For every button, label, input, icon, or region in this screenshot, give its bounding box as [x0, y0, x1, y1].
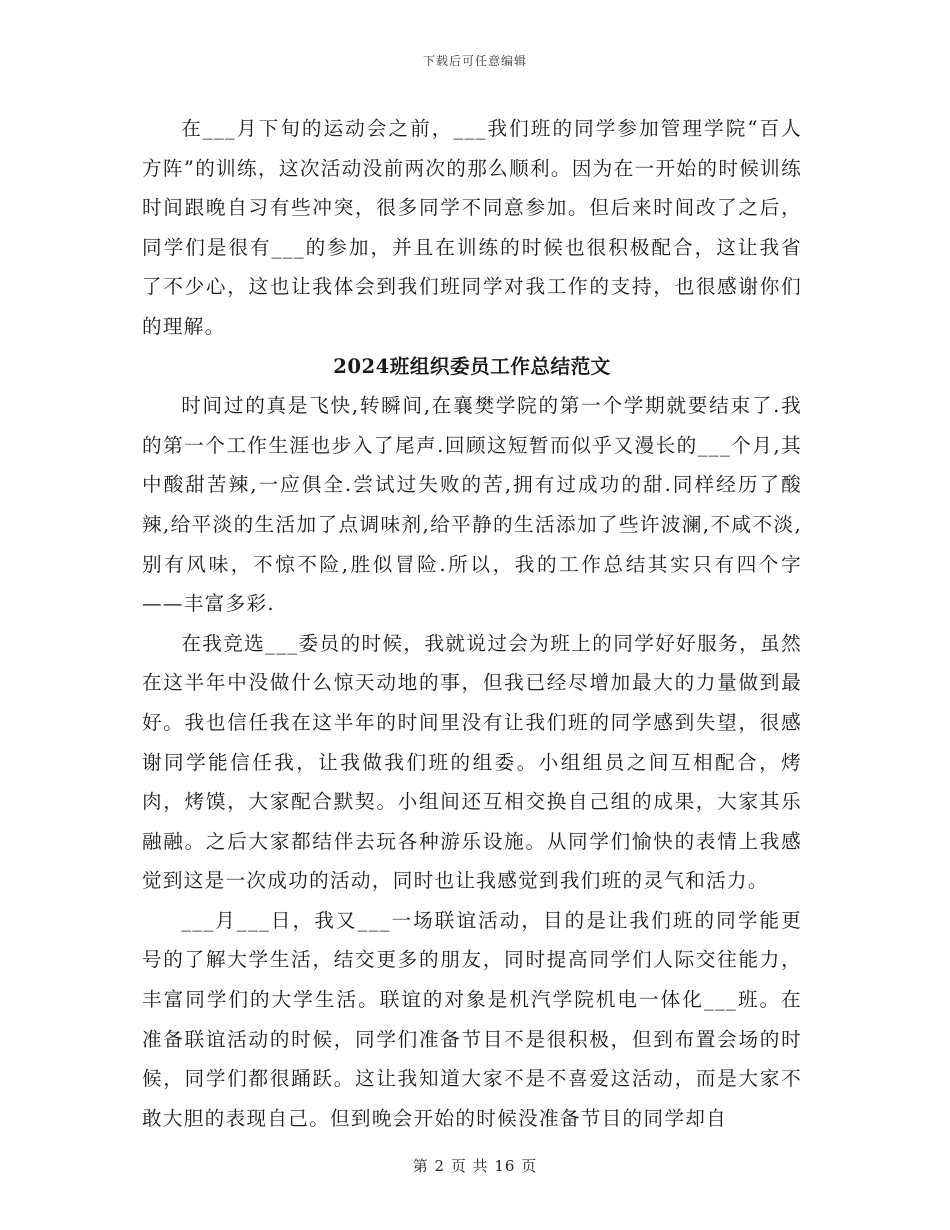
- paragraph-1: 在___月下旬的运动会之前，___我们班的同学参加管理学院“百人方阵”的训练，这次活动没前两次的那么顺利。因为在一开始的时候训练时间跟晚自习有些冲突，很多同学不同意参加。但后来时间改了之后，同学们是很有___的参加，并且在训练的时候也很积极配合，这让我省了不少心，这也让我体会到我们班同学对我工作的支持，也很感谢你们的理解。: [142, 117, 802, 338]
- page-header: 下载后可任意编辑: [422, 54, 527, 68]
- section-title: 2024班组织委员工作总结范文: [333, 354, 611, 378]
- paragraph-4: ___月___日，我又___一场联谊活动，目的是让我们班的同学能更号的了解大学生活，结交更多的朋友，同时提高同学们人际交往能力，丰富同学们的大学生活。联谊的对象是机汽学院机电一体化___班。在准备联谊活动的时候，同学们准备节目不是很积极，但到布置会场的时候，同学们都很踊跃。这让我知道大家不是不喜爱这活动，而是大家不敢大胆的表现自己。但到晚会开始的时候没准备节目的同学却自: [142, 908, 802, 1130]
- paragraph-3: 在我竞选___委员的时候，我就说过会为班上的同学好好服务，虽然在这半年中没做什么惊天动地的事，但我已经尽增加最大的力量做到最好。我也信任我在这半年的时间里没有让我们班的同学感到失望，很感谢同学能信任我，让我做我们班的组委。小组组员之间互相配合，烤肉，烤馍，大家配合默契。小组间还互相交换自己组的成果，大家其乐融融。之后大家都结伴去玩各种游乐设施。从同学们愉快的表情上我感觉到这是一次成功的活动，同时也让我感觉到我们班的灵气和活力。: [142, 631, 802, 893]
- document-body: [142, 109, 802, 1138]
- page-footer: 第 2 页 共 16 页: [412, 1157, 538, 1175]
- paragraph-2: 时间过的真是飞快,转瞬间,在襄樊学院的第一个学期就要结束了.我的第一个工作生涯也步入了尾声.回顾这短暂而似乎又漫长的___个月,其中酸甜苦辣,一应俱全.尝试过失败的苦,拥有过成功的甜.同样经历了酸辣,给平淡的生活加了点调味剂,给平静的生活添加了些许波澜,不咸不淡,别有风味，不惊不险,胜似冒险.所以，我的工作总结其实只有四个字——丰富多彩.: [142, 394, 802, 616]
